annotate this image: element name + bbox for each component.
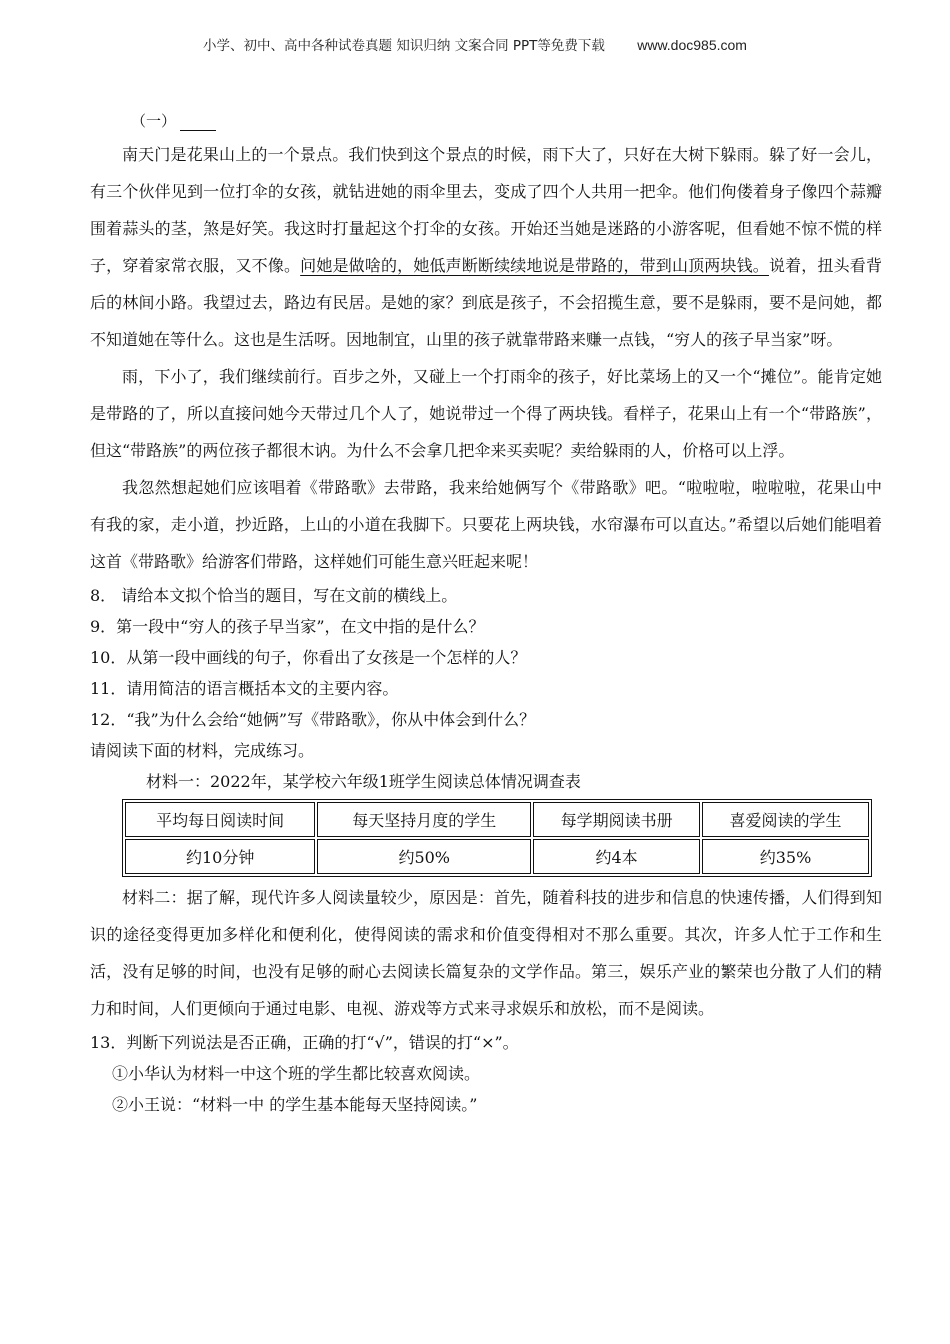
- survey-table: [122, 799, 872, 877]
- table-cell: 约10分钟: [125, 839, 315, 874]
- question-8: 8． 请给本文拟个恰当的题目，写在文前的横线上。: [90, 586, 458, 605]
- material2-paragraph: 材料二：据了解，现代许多人阅读量较少，原因是：首先，随着科技的进步和信息的快速传播，人们得到知识的途径变得更加多样化和便利化，使得阅读的需求和价值变得相对不那么重要。其次，许多人忙于工作和生活，没有足够的时间，也没有足够的耐心去阅读长篇复杂的文学作品。第三，娱乐产业的繁荣也分散了人们的精力和时间，人们更倾向于通过电影、电视、游戏等方式来寻求娱乐和放松，而不是阅读。: [90, 888, 882, 1018]
- question-9: 9．第一段中“穷人的孩子早当家”，在文中指的是什么？: [90, 617, 485, 636]
- question-13-option-2: ②小王说：“材料一中 的学生基本能每天坚持阅读。”: [112, 1095, 478, 1114]
- title-blank-line: [180, 116, 216, 131]
- question-10: 10．从第一段中画线的句子，你看出了女孩是一个怎样的人？: [90, 648, 527, 667]
- header-site-link[interactable]: www.doc985.com: [637, 37, 747, 53]
- table-header-cell: 每学期阅读书册: [533, 802, 700, 837]
- question-13-option-1: ①小华认为材料一中这个班的学生都比较喜欢阅读。: [112, 1064, 481, 1083]
- question-13-stem: 13．判断下列说法是否正确，正确的打“√”，错误的打“×”。: [90, 1033, 519, 1052]
- page-header: [0, 34, 950, 54]
- question-12: 12．“我”为什么会给“她俩”写《带路歌》，你从中体会到什么？: [90, 710, 536, 729]
- table-cell: 约50%: [317, 839, 531, 874]
- table-header-cell: 喜爱阅读的学生: [702, 802, 869, 837]
- table-cell: 约4本: [533, 839, 700, 874]
- header-text: 小学、初中、高中各种试卷真题 知识归纳 文案合同 PPT等免费下载: [203, 38, 605, 54]
- material1-title: 材料一：2022年，某学校六年级1班学生阅读总体情况调查表: [146, 772, 581, 791]
- table-header-cell: 平均每日阅读时间: [125, 802, 315, 837]
- section-title: [90, 110, 882, 136]
- document-body: [90, 110, 882, 1120]
- p1-text-before: 南天门是花果山上的一个景点。我们快到这个景点的时候，雨下大了，只好在大树下躲雨。躲了好一会儿，有三个伙伴见到一位打伞的女孩，就钻进她的雨伞里去，变成了四个人共用一把伞。他们佝偻着身子像四个蒜瓣围着蒜头的茎，煞是好笑。我这时打量起这个打伞的女孩。开始还当她是迷路的小游客呢，但看她不惊不慌的样子，穿着家常衣服，又不像。: [90, 145, 882, 275]
- section-label: （一）: [131, 112, 177, 130]
- table-row: [125, 839, 869, 874]
- reading-instruction: 请阅读下面的材料，完成练习。: [90, 741, 315, 760]
- passage-paragraph-3: 我忽然想起她们应该唱着《带路歌》去带路，我来给她俩写个《带路歌》吧。“啦啦啦，啦啦啦，花果山中有我的家，走小道，抄近路，上山的小道在我脚下。只要花上两块钱，水帘瀑布可以直达。”希望以后她们能唱着这首《带路歌》给游客们带路，这样她们可能生意兴旺起来呢！: [90, 478, 882, 571]
- p1-text-after: 说着，扭头看背后的林间小路。我望过去，路边有民居。是她的家？到底是孩子，不会招揽生意，要不是躲雨，要不是问她，都不知道她在等什么。这也是生活呀。因地制宜，山里的孩子就靠带路来赚一点钱，“穷人的孩子早当家”呀。: [90, 256, 882, 349]
- table-cell: 约35%: [702, 839, 869, 874]
- question-11: 11．请用简洁的语言概括本文的主要内容。: [90, 679, 399, 698]
- table-header-row: [125, 802, 869, 837]
- passage-paragraph-1: [90, 136, 882, 358]
- table-header-cell: 每天坚持月度的学生: [317, 802, 531, 837]
- p1-underlined-sentence: 问她是做啥的，她低声断断续续地说是带路的，带到山顶两块钱。: [300, 256, 769, 275]
- passage-paragraph-2: 雨，下小了，我们继续前行。百步之外，又碰上一个打雨伞的孩子，好比菜场上的又一个“摊位”。能肯定她是带路的了，所以直接问她今天带过几个人了，她说带过一个得了两块钱。看样子，花果山上有一个“带路族”，但这“带路族”的两位孩子都很木讷。为什么不会拿几把伞来买卖呢？卖给躲雨的人，价格可以上浮。: [90, 367, 882, 460]
